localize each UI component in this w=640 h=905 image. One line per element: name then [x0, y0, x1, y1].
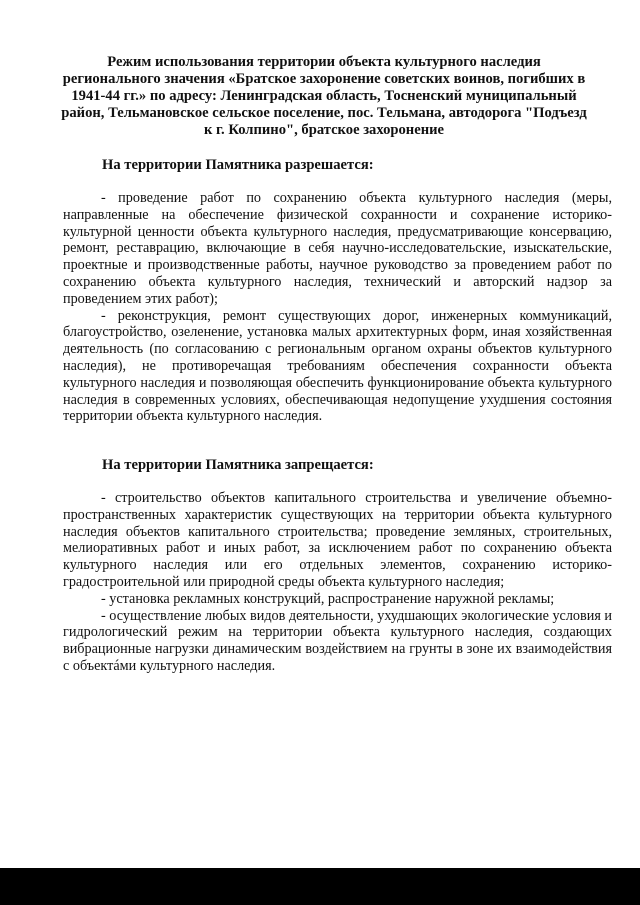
- allowed-heading: На территории Памятника разрешается:: [102, 157, 374, 173]
- prohibited-item: - осуществление любых видов деятельности, ухудшающих экологические условия и гидрологический режим на территории объекта культурного наследия, создающих вибрационные нагрузки динамическим воздействием на грунты в зоне их взаимодействия с объектáми культурного наследия.: [63, 607, 612, 674]
- document-title: Режим использования территории объекта культурного наследия регионального значения «Братское захоронение советских воинов, погибших в 1941-44 гг.» по адресу: Ленинградская область, Тосненский муниципальный район, Тельмановское сельское поселение, пос. Тельмана, автодорога "Подъезд к г. Колпино", братское захоронение: [61, 54, 587, 138]
- allowed-list: [63, 190, 612, 425]
- allowed-item: - реконструкция, ремонт существующих дорог, инженерных коммуникаций, благоустройство, озеленение, установка малых архитектурных форм, иная хозяйственная деятельность (по согласованию с региональным органом охраны объектов культурного наследия), не противоречащая требованиям обеспечения сохранности объекта культурного наследия и позволяющая обеспечить функционирование объекта культурного наследия в современных условиях, обеспечивающая недопущение ухудшения состояния территории объекта культурного наследия.: [63, 307, 612, 425]
- prohibited-item: - строительство объектов капитального строительства и увеличение объемно-пространственных характеристик существующих на территории объекта культурного наследия объектов капитального строительства; проведение земляных, строительных, мелиоративных работ и иных работ, за исключением работ по сохранению объекта культурного наследия или его отдельных элементов, сохранению историко-градостроительной или природной среды объекта культурного наследия;: [63, 490, 612, 590]
- prohibited-heading: На территории Памятника запрещается:: [102, 457, 374, 473]
- prohibited-item: - установка рекламных конструкций, распространение наружной рекламы;: [101, 590, 555, 607]
- allowed-item: - проведение работ по сохранению объекта культурного наследия (меры, направленные на обеспечение физической сохранности и сохранение историко-культурной ценности объекта культурного наследия, предусматривающие консервацию, ремонт, реставрацию, включающие в себя научно-исследовательские, изыскательские, проектные и производственные работы, научное руководство за проведением работ по сохранению объекта культурного наследия, технический и авторский надзор за проведением этих работ);: [63, 190, 612, 307]
- prohibited-list: [63, 490, 612, 675]
